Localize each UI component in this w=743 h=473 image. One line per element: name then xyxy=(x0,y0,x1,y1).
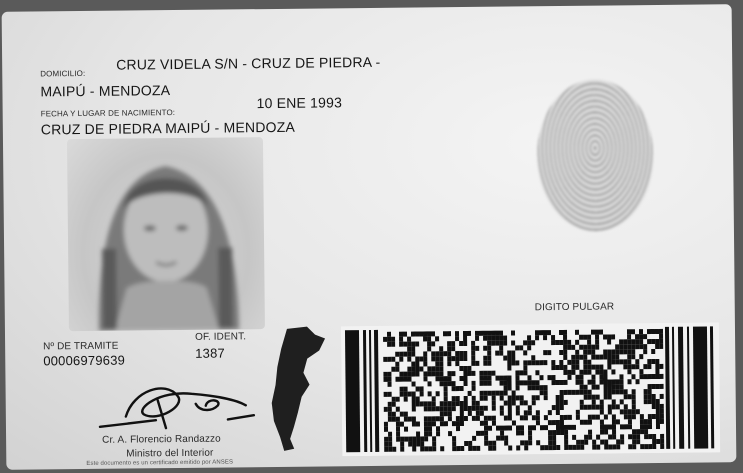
domicilio-label: DOMICILIO: xyxy=(40,68,86,79)
ident-value: 1387 xyxy=(195,345,226,361)
thumbprint xyxy=(536,79,654,232)
signatory-name: Cr. A. Florencio Randazzo xyxy=(102,433,221,446)
id-card-back xyxy=(2,4,737,470)
footer-text: Este documento es un certificado emitido por ANSES xyxy=(86,459,234,467)
tramite-label: Nº DE TRAMITE xyxy=(43,340,119,353)
tramite-value: 00006979639 xyxy=(43,352,126,369)
portrait-image xyxy=(67,137,265,331)
pdf417-barcode xyxy=(341,322,720,456)
nacimiento-fecha: 10 ENE 1993 xyxy=(256,94,343,112)
signatory-title: Ministro del Interior xyxy=(126,447,214,460)
signature xyxy=(95,369,266,441)
ident-label: OF. IDENT. xyxy=(194,331,247,343)
domicilio-line1: CRUZ VIDELA S/N - CRUZ DE PIEDRA - xyxy=(116,53,381,73)
thumb-label: DIGITO PULGAR xyxy=(534,301,615,314)
nacimiento-label: FECHA Y LUGAR DE NACIMIENTO: xyxy=(40,108,176,119)
domicilio-line2: MAIPÚ - MENDOZA xyxy=(40,82,171,100)
nacimiento-lugar: CRUZ DE PIEDRA MAIPÚ - MENDOZA xyxy=(40,118,296,138)
argentina-map xyxy=(263,324,330,453)
portrait-photo xyxy=(67,137,265,331)
